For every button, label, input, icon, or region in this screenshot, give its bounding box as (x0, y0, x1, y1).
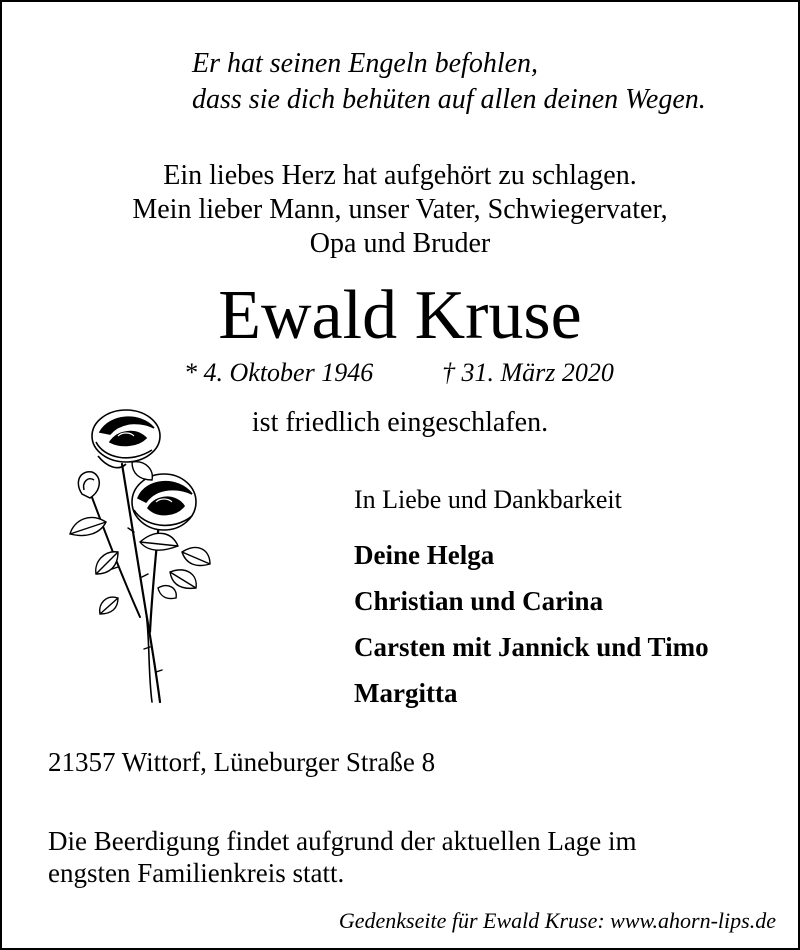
bible-verse (192, 46, 706, 118)
family-address: 21357 Wittorf, Lüneburger Straße 8 (48, 747, 436, 777)
funeral-notice (48, 825, 637, 889)
rose-drawing-icon (60, 402, 220, 712)
mourner-name: Deine Helga (354, 540, 495, 570)
memorial-page-link[interactable]: Gedenkseite für Ewald Kruse: www.ahorn-lips.de (338, 908, 776, 933)
verse-line-1: Er hat seinen Engeln befohlen, (192, 48, 539, 79)
gratitude-line: In Liebe und Dankbarkeit (354, 485, 622, 514)
mourner-name: Carsten mit Jannick und Timo (354, 632, 709, 662)
mourner-name: Margitta (354, 678, 458, 708)
birth-date: * 4. Oktober 1946 (184, 358, 374, 387)
mourners-list (354, 532, 709, 716)
intro-line-2: Mein lieber Mann, unser Vater, Schwiegervater, (132, 194, 668, 225)
deceased-name: Ewald Kruse (218, 277, 582, 354)
funeral-line-2: engsten Familienkreis statt. (48, 858, 345, 888)
mourner-name: Christian und Carina (354, 586, 604, 616)
intro-line-3: Opa und Bruder (309, 228, 491, 259)
verse-line-2: dass sie dich behüten auf allen deinen Wegen. (192, 84, 706, 115)
passed-away-text: ist friedlich eingeschlafen. (251, 407, 549, 438)
intro-line-1: Ein liebes Herz hat aufgehört zu schlagen. (163, 160, 637, 191)
funeral-line-1: Die Beerdigung findet aufgrund der aktuellen Lage im (48, 826, 637, 856)
death-date: † 31. März 2020 (442, 358, 614, 387)
intro-text (2, 159, 798, 261)
